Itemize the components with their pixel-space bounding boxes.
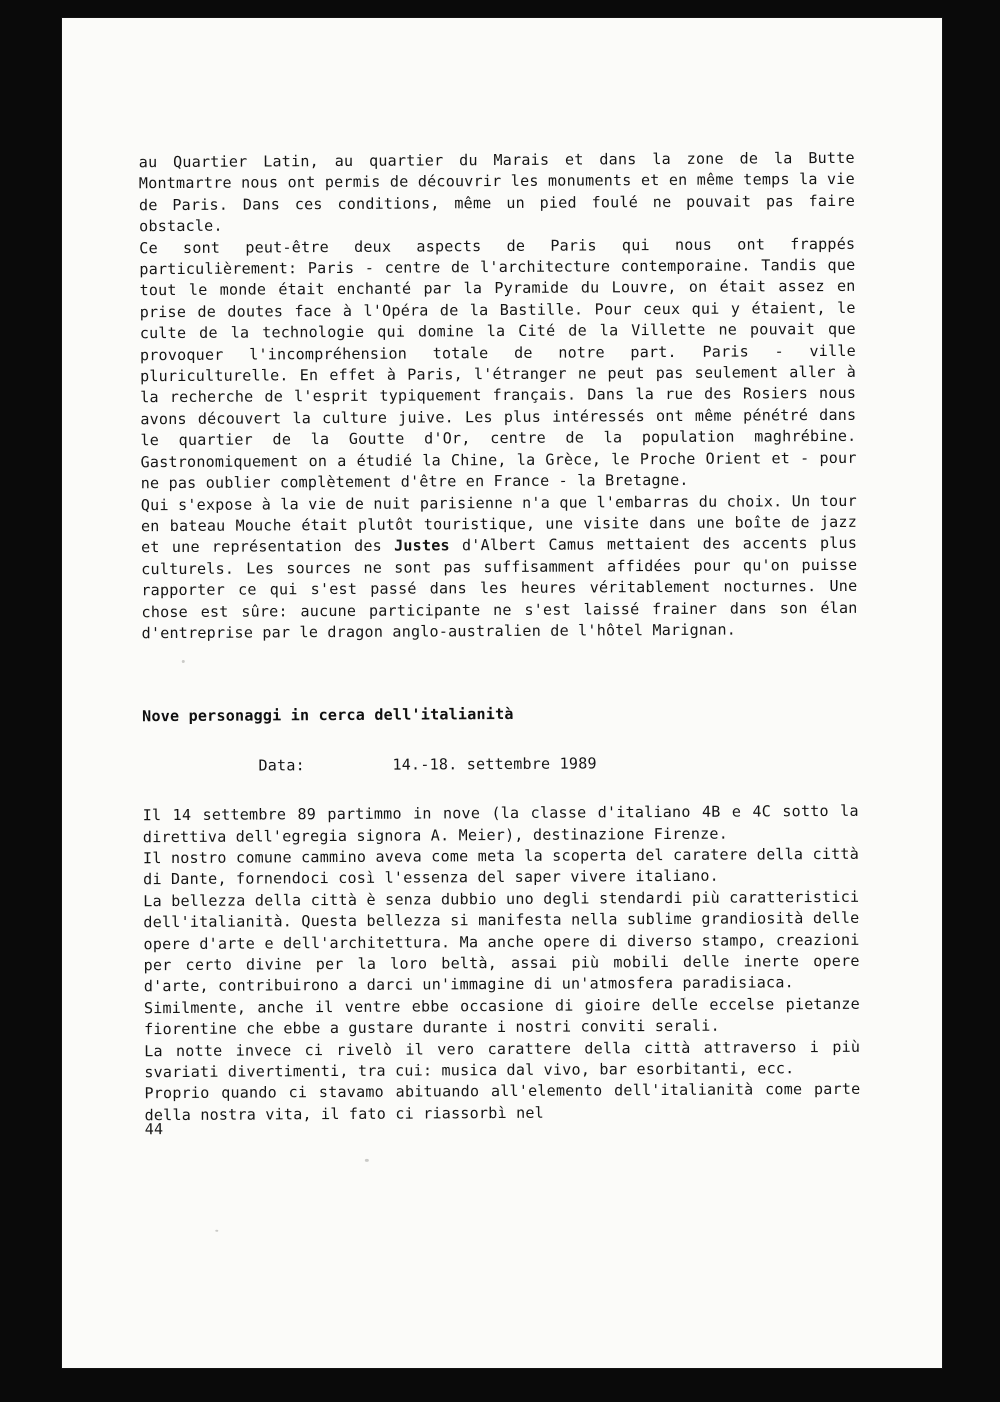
date-label: Data: (258, 755, 305, 775)
paragraph-italian-5: La notte invece ci rivelò il vero carattere della città attraverso i più svariati divertimenti, tra cui: musica dal vivo, bar esorbitanti, ecc. (144, 1037, 870, 1082)
scan-speck (215, 1230, 218, 1232)
paragraph-french-3 (140, 490, 867, 644)
paragraph-french-3-before: Qui s'expose à la vie de nuit parisienne n'a que l'embarras du choix. Un tour en bateau Mouche était plutôt touristique, une visite dans une boîte de jazz et une représentation des (140, 491, 867, 557)
work-title-justes: Justes (394, 536, 450, 555)
paragraph-french-1: au Quartier Latin, au quartier du Marais et dans la zone de la Butte Montmartre nous ont permis de découvrir les monuments et en même temps la vie de Paris. Dans ces conditions, même un pied foulé ne pouvait pas faire obstacle. (138, 148, 865, 236)
paragraph-italian-3: La bellezza della città è senza dubbio uno degli stendardi più caratteristici dell'italianità. Questa bellezza si manifesta nella sublime grandiosità delle opere d'arte e dell'architettura. Ma anche opere di diverso stampo, creazioni per certo divine per la loro beltà, assai più mobili delle inerte opere d'arte, contribuirono a darci un'immagine di un'atmosfera paradisiaca. (143, 887, 869, 996)
paragraph-italian-6: Proprio quando ci stavamo abituando all'elemento dell'italianità come parte della nostra vita, il fato ci riassorbì nel (144, 1080, 870, 1125)
paragraph-italian-4: Similmente, anche il ventre ebbe occasione di gioire delle eccelse pietanze fiorentine che ebbe a gustare durante i nostri conviti serali. (143, 994, 870, 1039)
page-content-area (58, 15, 946, 1370)
heading-spacer (142, 724, 858, 756)
body-text-column (138, 148, 870, 1127)
paragraph-french-2: Ce sont peut-être deux aspects de Paris qui nous ont frappés particulièrement: Paris - centre de l'architecture contemporaine. Tandis que tout le monde était enchanté par la Pyramide du Louvre, on était assez en prise de doutes face à l'Opéra de la Bastille. Pour ceux qui y étaient, le culte de la technologie qui domine la Cité de la Villette ne pouvait que provoquer l'incompréhension totale de notre part. Paris - ville pluriculturelle. En effet à Paris, l'étranger ne peut pas seulement aller à la recherche de l'esprit typiquement français. Dans la rue des Rosiers nous avons découvert la culture juive. Les plus intéressés ont même pénétré dans le quartier de la Goutte d'Or, centre de la population maghrébine. Gastronomiquement on a étudié la Chine, la Grèce, le Proche Orient et - pour ne pas oublier complètement d'être en France - la Bretagne. (139, 234, 866, 493)
section-spacer (142, 640, 858, 706)
document-page (62, 18, 942, 1368)
page-number: 44 (144, 1120, 164, 1139)
paragraph-italian-2: Il nostro comune cammino aveva come meta la scoperta del caratere della città di Dante, fornendoci così l'essenza del saper vivere italiano. (142, 844, 869, 889)
paragraph-french-3-after: d'Albert Camus mettaient des accents plus culturels. Les sources ne sont pas suffisamment affidées pour qu'on puisse rapporter ce qui s'est passé dans les heures véritablement nocturnes. Une chose est sûre: aucune participante ne s'est laissé frainer dans son élan d'entreprise par le dragon anglo-australien de l'hôtel Marignan. (141, 534, 867, 643)
section-heading-italian: Nove personaggi in cerca dell'italianità (142, 705, 514, 726)
date-spacer (143, 773, 859, 805)
scan-speck (365, 1159, 369, 1162)
date-value: 14.-18. settembre 1989 (392, 754, 597, 774)
paragraph-italian-1: Il 14 settembre 89 partimmo in nove (la classe d'italiano 4B e 4C sotto la direttiva dell'egregia signora A. Meier), destinazione Firenze. (142, 801, 869, 846)
